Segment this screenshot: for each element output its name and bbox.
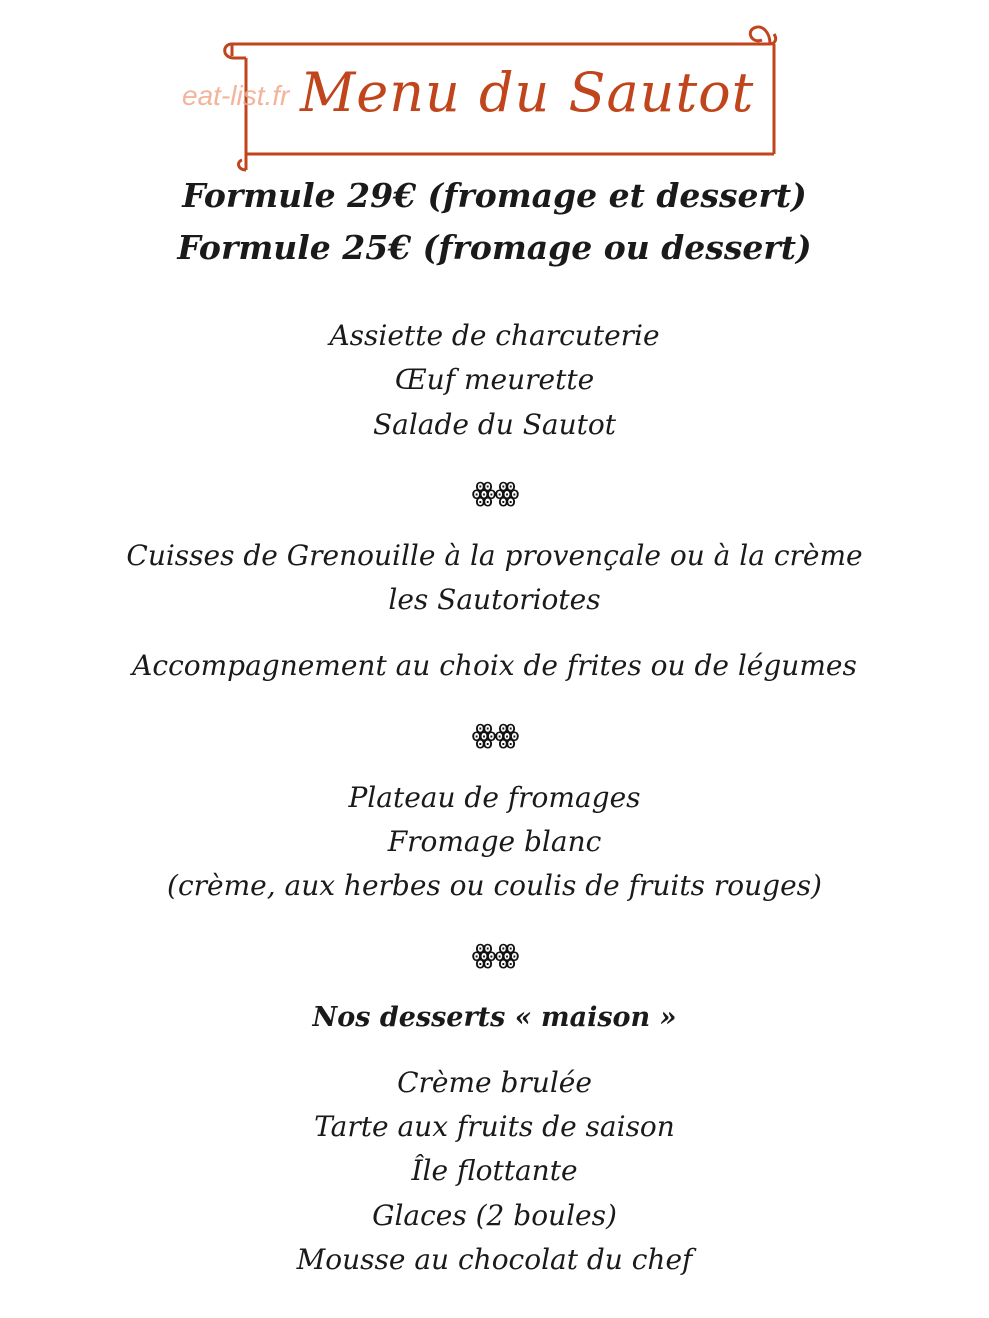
dessert-item: Île flottante	[411, 1154, 578, 1187]
starter-item: Salade du Sautot	[372, 408, 617, 441]
desserts-heading: Nos desserts « maison »	[312, 1002, 677, 1033]
dessert-item: Crème brulée	[397, 1066, 592, 1099]
separator-ornament: ꙮꙮ	[471, 478, 518, 508]
formula-29: Formule 29€ (fromage et dessert)	[182, 176, 807, 215]
separator-ornament: ꙮꙮ	[471, 940, 518, 970]
cheese-item: (crème, aux herbes ou coulis de fruits rouges)	[167, 869, 822, 902]
formula-25: Formule 25€ (fromage ou dessert)	[177, 228, 812, 267]
watermark: eat-list.fr	[182, 80, 290, 111]
cheese-item: Plateau de fromages	[348, 781, 641, 814]
menu-title: Menu du Sautot	[300, 61, 755, 124]
starter-item: Œuf meurette	[394, 363, 595, 396]
main-item: les Sautoriotes	[388, 583, 601, 616]
starter-item: Assiette de charcuterie	[329, 319, 660, 352]
separator-ornament: ꙮꙮ	[471, 720, 518, 750]
main-item: Cuisses de Grenouille à la provençale ou à la crème	[126, 539, 863, 572]
dessert-item: Mousse au chocolat du chef	[296, 1243, 693, 1276]
cheese-item: Fromage blanc	[387, 825, 602, 858]
dessert-item: Glaces (2 boules)	[372, 1199, 617, 1232]
dessert-item: Tarte aux fruits de saison	[314, 1110, 675, 1143]
main-side: Accompagnement au choix de frites ou de légumes	[132, 649, 857, 682]
